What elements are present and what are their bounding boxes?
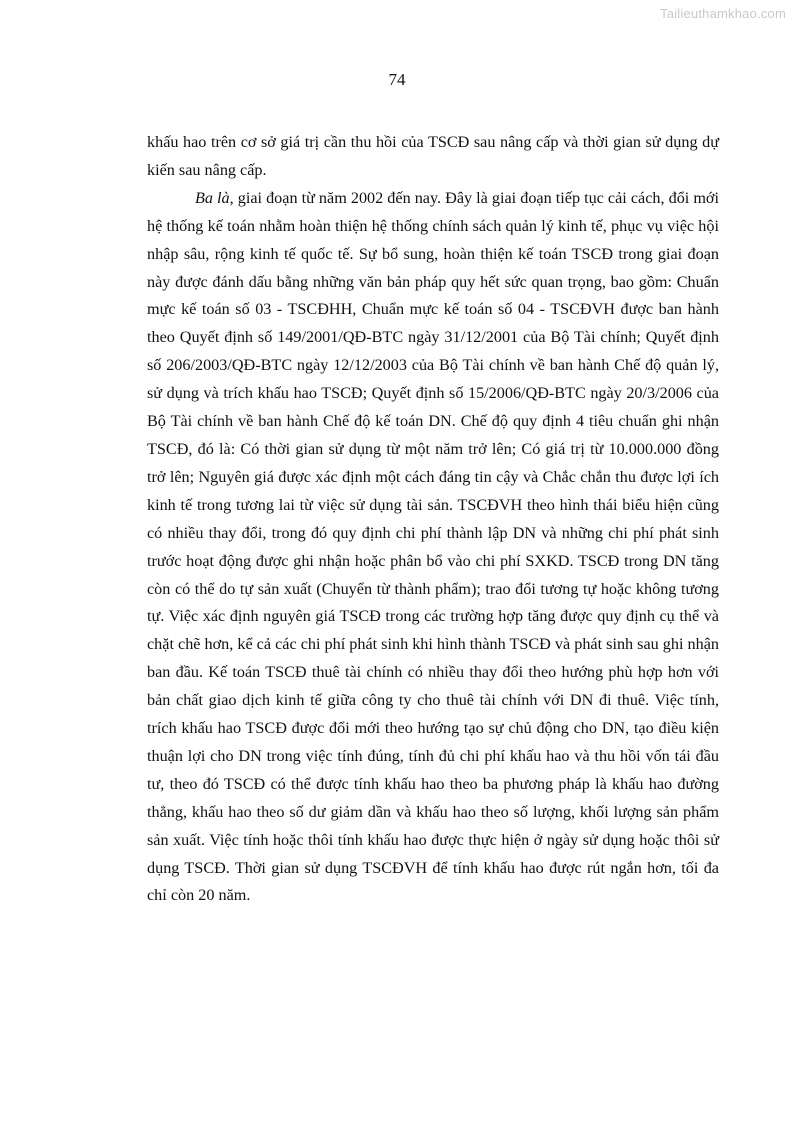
paragraph-lead-italic: Ba là [195,188,230,207]
paragraph-body-text: , giai đoạn từ năm 2002 đến nay. Đây là giai đoạn tiếp tục cải cách, đổi mới hệ thống kế toán nhằm hoàn thiện hệ thống chính sách quản lý kinh tế, phục vụ việc hội nhập sâu, rộng kinh tế quốc tế. Sự bổ sung, hoàn thiện kế toán TSCĐ trong giai đoạn này được đánh dấu bằng những văn bản pháp quy hết sức quan trọng, bao gồm: Chuẩn mực kế toán số 03 - TSCĐHH, Chuẩn mực kế toán số 04 - TSCĐVH được ban hành theo Quyết định số 149/2001/QĐ-BTC ngày 31/12/2001 của Bộ Tài chính; Quyết định số 206/2003/QĐ-BTC ngày 12/12/2003 của Bộ Tài chính về ban hành Chế độ quản lý, sử dụng và trích khấu hao TSCĐ; Quyết định số 15/2006/QĐ-BTC ngày 20/3/2006 của Bộ Tài chính về ban hành Chế độ kế toán DN. Chế độ quy định 4 tiêu chuẩn ghi nhận TSCĐ, đó là: Có thời gian sử dụng từ một năm trở lên; Có giá trị từ 10.000.000 đồng trở lên; Nguyên giá được xác định một cách đáng tin cậy và Chắc chắn thu được lợi ích kinh tế trong tương lai từ việc sử dụng tài sản. TSCĐVH theo hình thái biểu hiện cũng có nhiều thay đổi, trong đó quy định chi phí thành lập DN và những chi phí phát sinh trước hoạt động được ghi nhận hoặc phân bổ vào chi phí SXKD. TSCĐ trong DN tăng còn có thể do tự sản xuất (Chuyển từ thành phẩm); trao đổi tương tự hoặc không tương tự. Việc xác định nguyên giá TSCĐ trong các trường hợp tăng được quy định cụ thể và chặt chẽ hơn, kể cả các chi phí phát sinh khi hình thành TSCĐ và phát sinh sau ghi nhận ban đầu. Kế toán TSCĐ thuê tài chính có nhiều thay đổi theo hướng phù hợp hơn với bản chất giao dịch kinh tế giữa công ty cho thuê tài chính với DN đi thuê. Việc tính, trích khấu hao TSCĐ được đổi mới theo hướng tạo sự chủ động cho DN, tạo điều kiện thuận lợi cho DN trong việc tính đúng, tính đủ chi phí khấu hao và thu hồi vốn tái đầu tư, theo đó TSCĐ có thể được tính khấu hao theo ba phương pháp là khấu hao đường thẳng, khấu hao theo số dư giảm dần và khấu hao theo số lượng, khối lượng sản phẩm sản xuất. Việc tính hoặc thôi tính khấu hao được thực hiện ở ngày sử dụng hoặc thôi sử dụng TSCĐ. Thời gian sử dụng TSCĐVH để tính khấu hao được rút ngắn hơn, tối đa chỉ còn 20 năm. [147,188,720,905]
document-body [147,129,719,910]
paragraph-continuation: khấu hao trên cơ sở giá trị cần thu hồi của TSCĐ sau nâng cấp và thời gian sử dụng dự kiến sau nâng cấp. [147,133,719,179]
paragraph-ba-la [147,185,719,911]
watermark-text: Tailieuthamkhao.com [660,6,786,21]
page-number: 74 [388,70,406,89]
